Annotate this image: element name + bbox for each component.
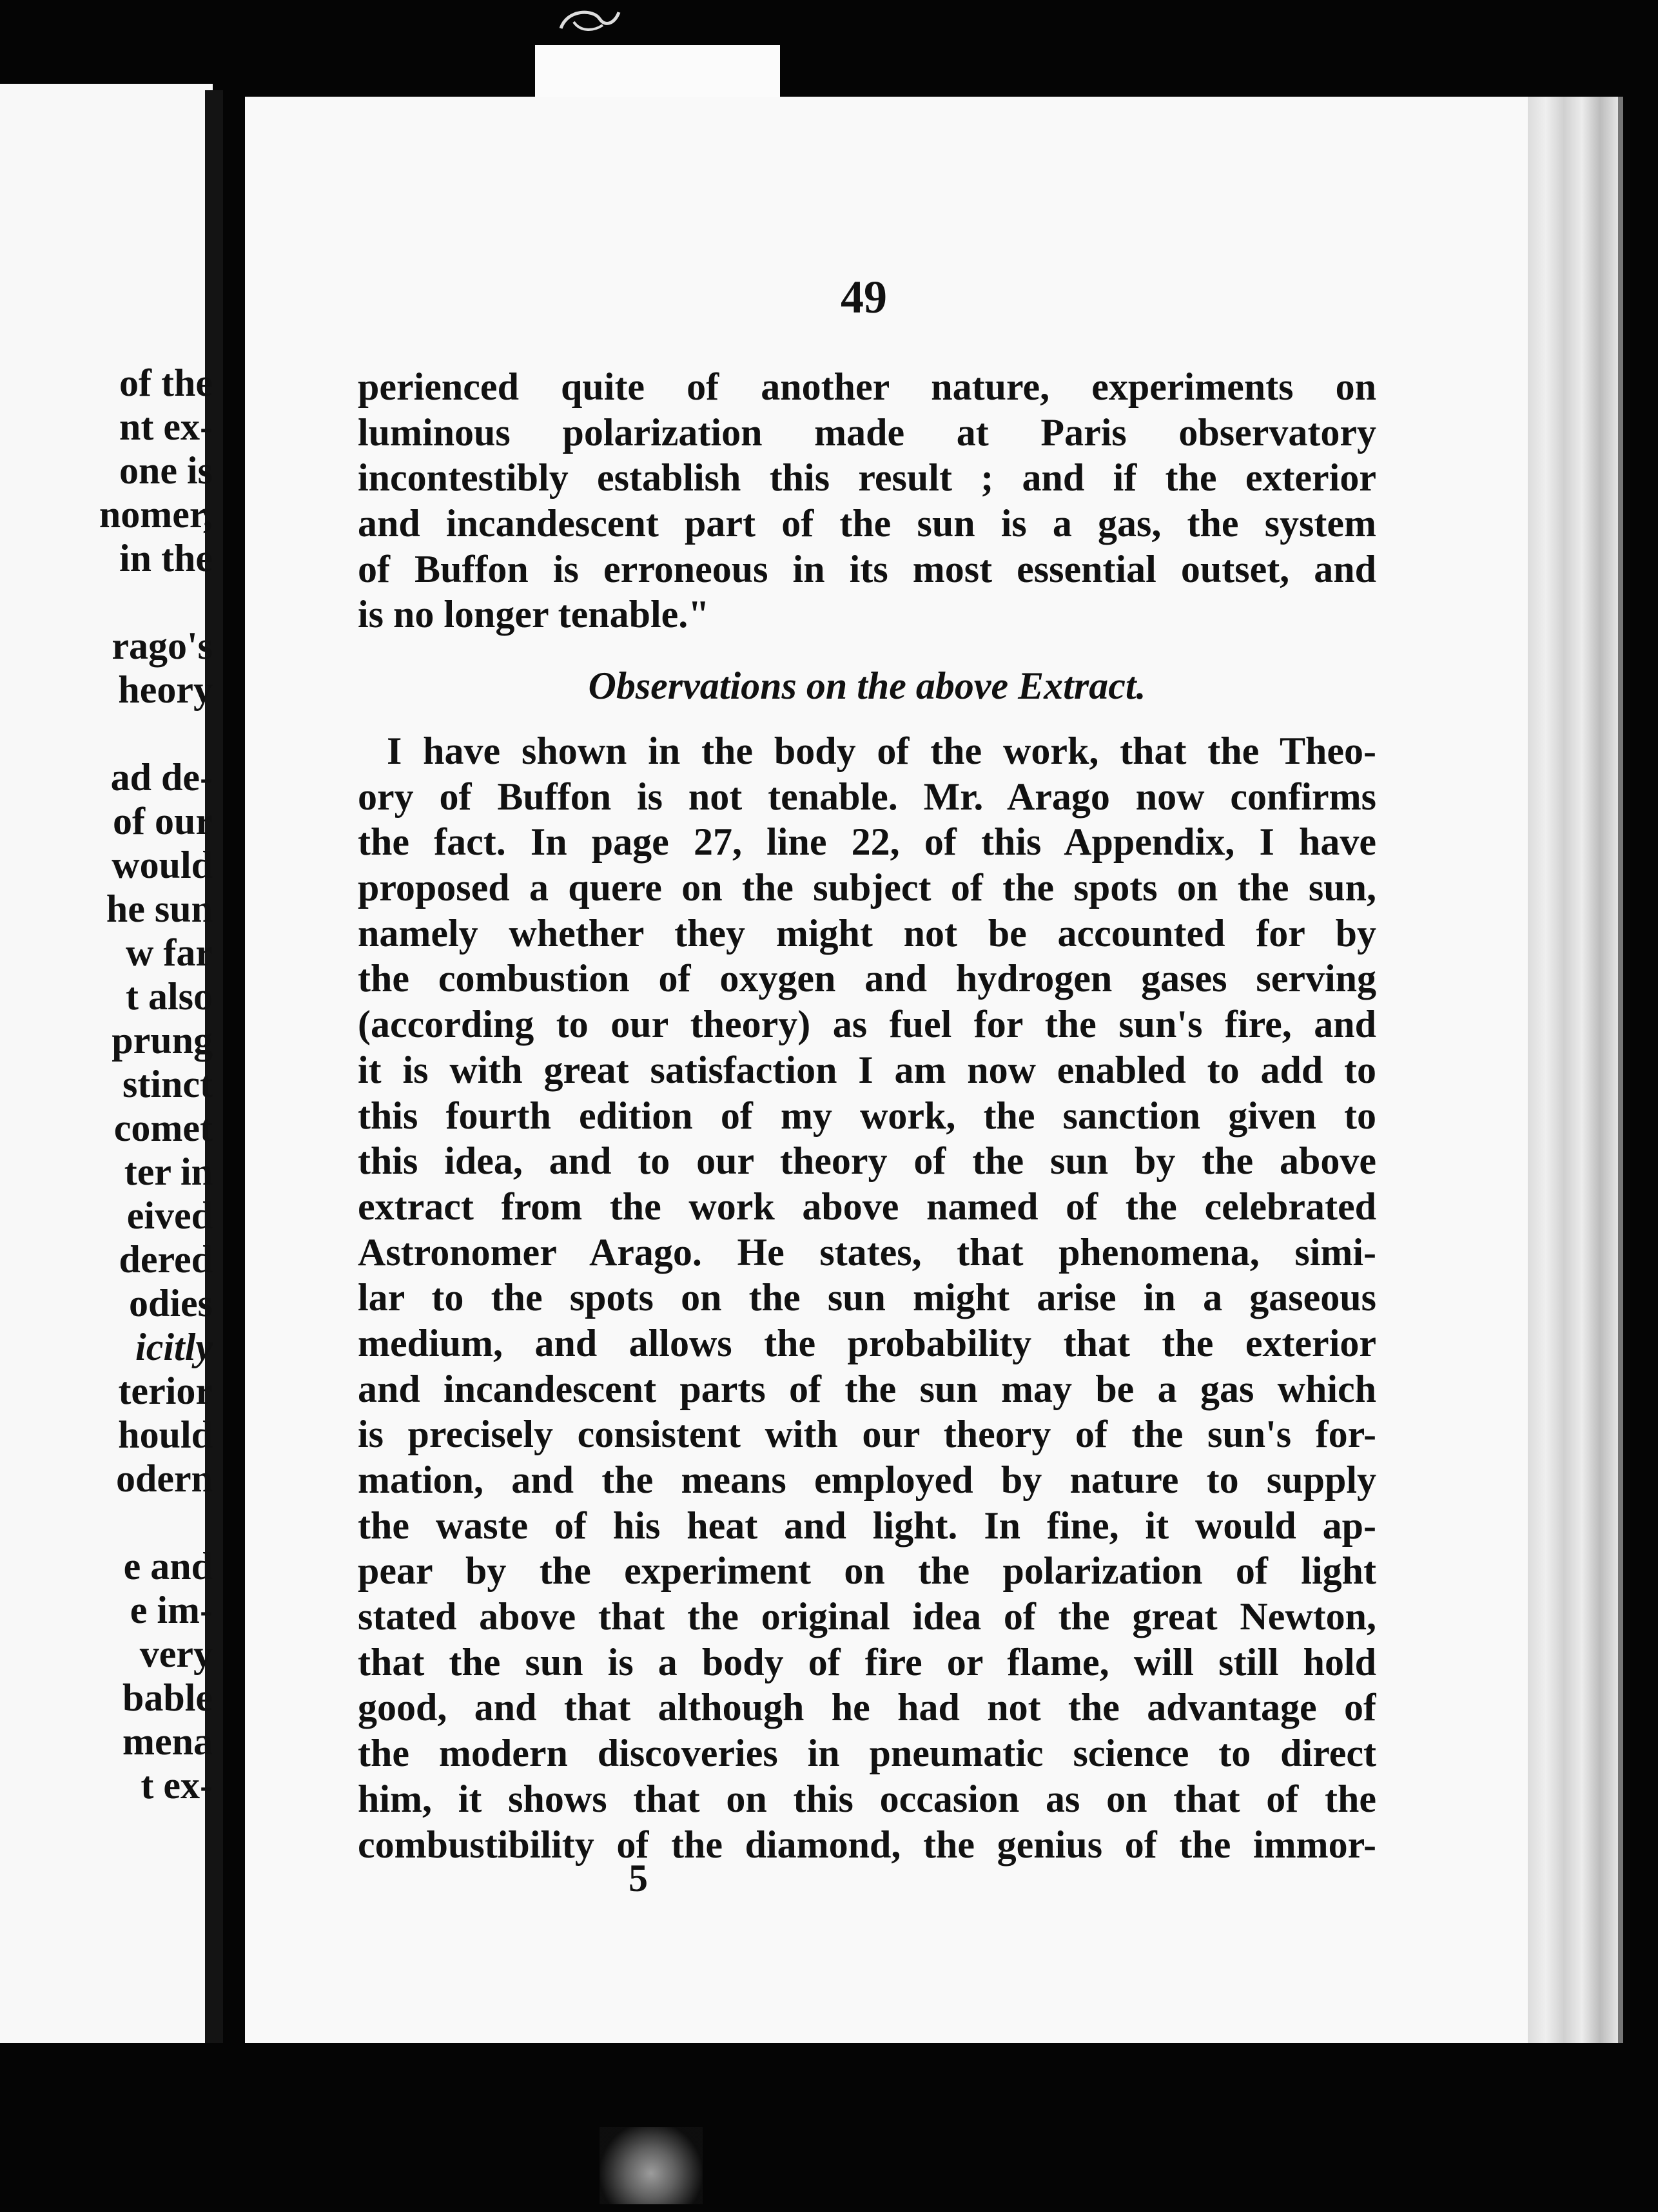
text-line: extract from the work above named of the celebrated [358, 1185, 1376, 1228]
text-line: that the sun is a body of fire or flame, will still hold [358, 1640, 1376, 1683]
text-line: lar to the spots on the sun might arise in a gaseous [358, 1276, 1376, 1319]
text-line: I have shown in the body of the work, that the Theo- [387, 730, 1376, 772]
text-line: stated above that the original idea of the great Newton, [358, 1595, 1376, 1638]
left-line: odies [128, 1282, 213, 1324]
text-line: medium, and allows the probability that the exterior [358, 1321, 1376, 1364]
left-line [0, 712, 213, 755]
left-line: heory [118, 668, 213, 711]
left-line: rago's [112, 625, 213, 667]
section-heading: Observations on the above Extract. [588, 665, 1146, 707]
left-line: odern [116, 1457, 213, 1500]
left-line: he sun [106, 888, 213, 930]
text-line: perienced quite of another nature, experiments on [358, 365, 1376, 408]
text-line: is no longer tenable." [358, 593, 710, 636]
left-line: of our [113, 800, 213, 842]
left-line: dered [119, 1238, 213, 1281]
text-line: ory of Buffon is not tenable. Mr. Arago now confirms [358, 775, 1376, 818]
left-line: bable [122, 1676, 213, 1719]
text-line: mation, and the means employed by nature to supply [358, 1459, 1376, 1501]
signature-mark: 5 [629, 1857, 648, 1899]
text-line: this idea, and to our theory of the sun by the above [358, 1140, 1376, 1183]
text-line: him, it shows that on this occasion as on that of the [358, 1777, 1376, 1820]
left-line: one is [119, 449, 213, 492]
left-line: nt ex- [119, 405, 213, 448]
left-line: e im- [130, 1589, 213, 1631]
text-line: is precisely consistent with our theory of the sun's for- [358, 1413, 1376, 1456]
left-line: ad de- [110, 756, 213, 799]
left-line: e and [123, 1545, 213, 1587]
handwritten-mark [554, 3, 625, 41]
left-line: nomer, [99, 493, 213, 536]
text-line: this fourth edition of my work, the sanction given to [358, 1094, 1376, 1137]
left-line: stinct [122, 1063, 213, 1105]
left-line: hould [118, 1413, 213, 1456]
left-line: very [139, 1633, 213, 1675]
text-line: the fact. In page 27, line 22, of this Appendix, I have [358, 820, 1376, 864]
left-line: of the [119, 362, 213, 404]
page-number: 49 [841, 271, 887, 323]
text-line: the modern discoveries in pneumatic science to direct [358, 1732, 1376, 1775]
text-line: it is with great satisfaction I am now enabled to add to [358, 1048, 1376, 1091]
text-line: pear by the experiment on the polarization of light [358, 1549, 1376, 1593]
text-line: combustibility of the diamond, the genius of the immor- [358, 1823, 1376, 1866]
paragraph-2 [358, 728, 1376, 1867]
left-line: t also [126, 975, 213, 1018]
left-line [0, 580, 213, 624]
left-line: would [112, 844, 213, 886]
left-line: t ex- [141, 1764, 213, 1807]
text-line: the waste of his heat and light. In fine, it would ap- [358, 1504, 1376, 1547]
page-edges [1528, 97, 1623, 2043]
left-line: icitly [135, 1326, 213, 1368]
text-line: good, and that although he had not the advantage of [358, 1686, 1376, 1729]
left-line: terior [118, 1370, 213, 1412]
text-line: luminous polarization made at Paris observatory [358, 411, 1376, 454]
left-line: in the [119, 537, 213, 579]
left-line: mena [122, 1720, 213, 1763]
left-line: prung [112, 1019, 213, 1062]
text-line: of Buffon is erroneous in its most essential outset, and [358, 547, 1376, 590]
left-line: w far [126, 931, 213, 974]
text-line: Astronomer Arago. He states, that phenomena, simi- [358, 1230, 1376, 1274]
text-line: and incandescent parts of the sun may be a gas which [358, 1367, 1376, 1410]
text-line: proposed a quere on the subject of the spots on the sun, [358, 866, 1376, 909]
left-line: ter in [124, 1150, 213, 1193]
paragraph-1 [358, 364, 1376, 637]
text-line: incontestibly establish this result ; and if the exterior [358, 456, 1376, 500]
text-line: the combustion of oxygen and hydrogen gases serving [358, 957, 1376, 1000]
left-line [0, 1500, 213, 1544]
left-line: eived [126, 1194, 213, 1237]
left-line: comet [113, 1107, 213, 1149]
text-line: and incandescent part of the sun is a gas, the system [358, 502, 1376, 545]
scan-artifact [600, 2127, 703, 2204]
text-line: (according to our theory) as fuel for the sun's fire, and [358, 1003, 1376, 1046]
left-page-text [0, 361, 213, 1807]
text-line: namely whether they might not be accounted for by [358, 911, 1376, 955]
